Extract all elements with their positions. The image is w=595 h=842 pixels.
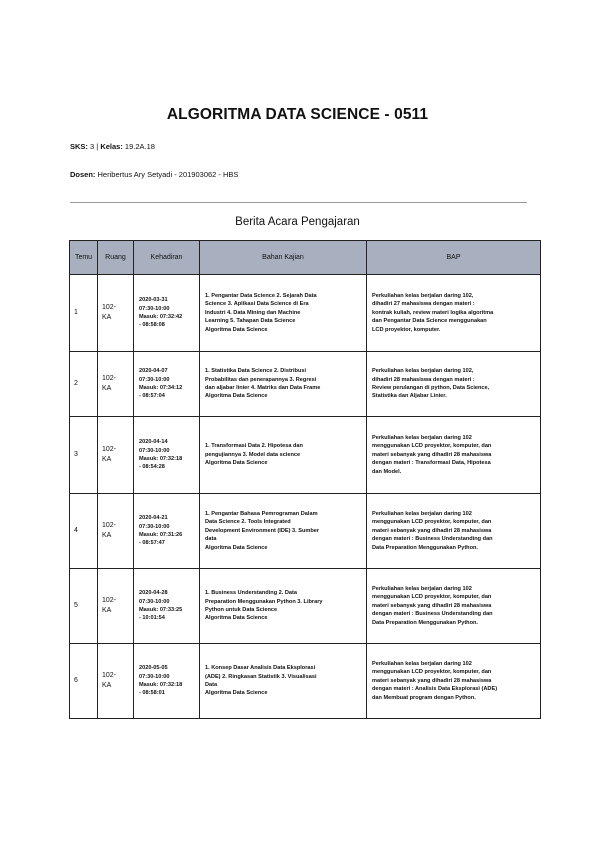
kehadiran-line: 07:30-10:00: [139, 598, 170, 605]
kelas-label: Kelas:: [100, 142, 123, 151]
table-row: [70, 352, 541, 417]
cell-bahan-kajian: [200, 494, 367, 569]
bahan-line: Algoritma Data Science: [205, 460, 268, 467]
bahan-line: Algoritma Data Science: [205, 326, 268, 333]
kehadiran-line: Masuk: 07:34:12: [139, 385, 183, 391]
bap-line: Data Preparation Menggunakan Python.: [372, 544, 478, 551]
header-ruang: Ruang: [98, 241, 134, 275]
table-row: [70, 569, 541, 644]
bap-line: dan Model.: [372, 468, 402, 475]
bahan-line: Data: [205, 682, 218, 688]
kelas-value: 19.2A.18: [124, 142, 155, 151]
cell-temu: [70, 275, 98, 352]
bap-line: dan Membuat program dengan Python.: [372, 694, 476, 701]
cell-bahan-kajian: [200, 644, 367, 719]
bahan-line: Algoritma Data Science: [205, 690, 268, 697]
cell-temu: [70, 644, 98, 719]
ruang-line: KA: [102, 456, 112, 463]
kehadiran-line: 2020-05-05: [139, 665, 168, 672]
ruang-line: 102-: [102, 303, 117, 311]
course-info-line: [70, 142, 155, 151]
bap-line: materi sebanyak yang dihadiri 28 mahasiswa: [372, 602, 492, 609]
bap-line: dengan materi : Analisis Data Eksplorasi (ADE): [372, 686, 498, 693]
kehadiran-line: Masuk: 07:32:18: [139, 456, 183, 462]
dosen-label: Dosen:: [70, 170, 96, 179]
bap-line: Perkuliahan kelas berjalan daring 102: [372, 511, 472, 518]
header-bap: BAP: [367, 241, 541, 275]
temu-number: 1: [74, 308, 78, 316]
bap-line: LCD proyektor, komputer.: [372, 326, 441, 333]
header-bahan-kajian: Bahan Kajian: [200, 241, 367, 275]
kehadiran-line: - 08:57:47: [139, 540, 165, 547]
cell-bap: [367, 275, 541, 352]
bap-line: Review perulangan di python, Data Science,: [372, 385, 490, 391]
bap-line: Perkuliahan kelas berjalan daring 102: [372, 661, 472, 668]
bahan-line: Development Environment (IDE) 3. Sumber: [205, 527, 320, 534]
kehadiran-line: Masuk: 07:31:26: [139, 532, 183, 538]
kehadiran-line: - 08:58:01: [139, 690, 165, 697]
kehadiran-line: - 08:58:08: [139, 322, 165, 329]
kehadiran-line: Masuk: 07:32:42: [139, 314, 183, 320]
bahan-line: (ADE) 2. Ringkasan Statistik 3. Visualisasi: [205, 673, 317, 680]
table-row: [70, 644, 541, 719]
header-temu: Temu: [70, 241, 98, 275]
cell-kehadiran: [134, 494, 200, 569]
kehadiran-line: 07:30-10:00: [139, 376, 170, 383]
bap-line: Perkuliahan kelas berjalan daring 102: [372, 586, 472, 593]
cell-kehadiran: [134, 569, 200, 644]
temu-number: 3: [74, 450, 78, 458]
bahan-line: 1. Business Understanding 2. Data: [205, 590, 298, 597]
kehadiran-line: Masuk: 07:32:18: [139, 682, 183, 688]
ruang-line: 102-: [102, 596, 117, 604]
table-row: [70, 494, 541, 569]
divider: [70, 202, 527, 203]
cell-bap: [367, 352, 541, 417]
bahan-line: dan aljabar linier 4. Matriks dan Data Frame: [205, 385, 321, 391]
ruang-line: KA: [102, 314, 112, 321]
bahan-line: Preparation Menggunakan Python 3. Library: [205, 598, 323, 605]
cell-temu: [70, 417, 98, 494]
cell-kehadiran: [134, 275, 200, 352]
cell-temu: [70, 569, 98, 644]
cell-bahan-kajian: [200, 352, 367, 417]
bap-line: materi sebanyak yang dihadiri 28 mahasiswa: [372, 527, 492, 534]
bahan-line: Science 3. Aplikasi Data Science di Era: [205, 301, 309, 308]
sks-label: SKS:: [70, 142, 88, 151]
cell-kehadiran: [134, 644, 200, 719]
bap-line: materi sebanyak yang dihadiri 28 mahasiswa: [372, 451, 492, 458]
kehadiran-line: - 08:57:04: [139, 393, 165, 400]
bap-line: menggunakan LCD proyektor, komputer, dan: [372, 519, 492, 526]
bap-line: Perkuliahan kelas berjalan daring 102,: [372, 293, 474, 300]
bap-line: dengan materi : Business Understanding dan: [372, 611, 493, 618]
cell-bap: [367, 569, 541, 644]
kehadiran-line: - 10:01:54: [139, 615, 165, 622]
bahan-line: 1. Transformasi Data 2. Hipotesa dan: [205, 443, 303, 450]
cell-bahan-kajian: [200, 569, 367, 644]
bahan-line: 1. Konsep Dasar Analisis Data Eksplorasi: [205, 665, 316, 672]
bahan-line: Algoritma Data Science: [205, 393, 268, 400]
bahan-line: 1. Pengantar Data Science 2. Sejarah Data: [205, 293, 317, 300]
bap-line: dihadiri 27 mahasiswa dengan materi :: [372, 301, 475, 308]
page-title: ALGORITMA DATA SCIENCE - 0511: [166, 106, 429, 123]
kehadiran-line: 2020-04-14: [139, 439, 168, 446]
cell-kehadiran: [134, 352, 200, 417]
bap-line: Data Preparation Menggunakan Python.: [372, 619, 478, 626]
bahan-line: Data Science 2. Tools Integrated: [205, 519, 291, 526]
bahan-line: Probabilitas dan penerapannya 3. Regresi: [205, 376, 317, 383]
temu-number: 2: [74, 379, 78, 387]
ruang-line: 102-: [102, 445, 117, 453]
bahan-line: Industri 4. Data Mining dan Machine: [205, 309, 301, 316]
cell-temu: [70, 352, 98, 417]
ruang-line: KA: [102, 607, 112, 614]
temu-number: 4: [74, 526, 78, 534]
bap-line: dan Pengantar Data Science menggunakan: [372, 318, 487, 325]
ruang-line: KA: [102, 532, 112, 539]
bahan-line: Algoritma Data Science: [205, 544, 268, 551]
bap-line: materi sebanyak yang dihadiri 28 mahasiswa: [372, 677, 492, 684]
bahan-line: data: [205, 536, 217, 543]
kehadiran-line: 07:30-10:00: [139, 305, 170, 312]
table-row: [70, 417, 541, 494]
ruang-line: 102-: [102, 671, 117, 679]
section-title: Berita Acara Pengajaran: [235, 216, 360, 228]
cell-temu: [70, 494, 98, 569]
table-row: [70, 275, 541, 352]
cell-bap: [367, 644, 541, 719]
bap-line: menggunakan LCD proyektor, komputer, dan: [372, 443, 492, 450]
ruang-line: 102-: [102, 521, 117, 529]
kehadiran-line: Masuk: 07:33:25: [139, 607, 183, 613]
kehadiran-line: 07:30-10:00: [139, 673, 170, 680]
bahan-line: 1. Statistika Data Science 2. Distribusi: [205, 368, 307, 375]
bap-line: dihadiri 28 mahasiswa dengan materi :: [372, 376, 475, 383]
bahan-line: Python untuk Data Science: [205, 607, 278, 613]
cell-bahan-kajian: [200, 417, 367, 494]
bap-line: menggunakan LCD proyektor, komputer, dan: [372, 594, 492, 601]
sks-value: 3: [90, 142, 95, 151]
bahan-line: 1. Pengantar Bahasa Pemrograman Dalam: [205, 511, 318, 518]
header-kehadiran: Kehadiran: [134, 241, 200, 275]
bahan-line: pengujiannya 3. Model data science: [205, 451, 301, 458]
lecturer-line: [70, 170, 238, 179]
temu-number: 6: [74, 676, 78, 684]
bahan-line: Algoritma Data Science: [205, 615, 268, 622]
temu-number: 5: [74, 601, 78, 609]
ruang-line: KA: [102, 682, 112, 689]
kehadiran-line: - 08:54:28: [139, 464, 165, 471]
kehadiran-line: 07:30-10:00: [139, 523, 170, 530]
kehadiran-line: 2020-04-21: [139, 515, 168, 522]
bap-line: Statistika dan Aljabar Linier.: [372, 393, 447, 400]
cell-ruang: [98, 352, 134, 417]
kehadiran-line: 07:30-10:00: [139, 447, 170, 454]
bap-line: dengan materi : Business Understanding dan: [372, 536, 493, 543]
bap-line: dengan materi : Transformasi Data, Hipotesa: [372, 460, 491, 467]
kehadiran-line: 2020-04-28: [139, 590, 168, 597]
ruang-line: 102-: [102, 374, 117, 382]
cell-ruang: [98, 494, 134, 569]
cell-bap: [367, 494, 541, 569]
cell-bahan-kajian: [200, 275, 367, 352]
bap-line: Perkuliahan kelas berjalan daring 102: [372, 435, 472, 442]
cell-ruang: [98, 275, 134, 352]
table-header-row: [70, 241, 541, 275]
cell-bap: [367, 417, 541, 494]
dosen-value: Heribertus Ary Setyadi - 201903062 - HBS: [97, 170, 239, 179]
teaching-report-table: [69, 240, 541, 719]
kehadiran-line: 2020-04-07: [139, 368, 168, 375]
cell-ruang: [98, 569, 134, 644]
cell-ruang: [98, 417, 134, 494]
cell-kehadiran: [134, 417, 200, 494]
kehadiran-line: 2020-03-31: [139, 297, 168, 304]
cell-ruang: [98, 644, 134, 719]
separator: |: [94, 142, 101, 151]
ruang-line: KA: [102, 385, 112, 392]
bap-line: menggunakan LCD proyektor, komputer, dan: [372, 669, 492, 676]
bap-line: Perkuliahan kelas berjalan daring 102,: [372, 368, 474, 375]
bap-line: kontrak kuliah, review materi logika algoritma: [372, 309, 494, 316]
bahan-line: Learning 5. Tahapan Data Science: [205, 318, 296, 325]
